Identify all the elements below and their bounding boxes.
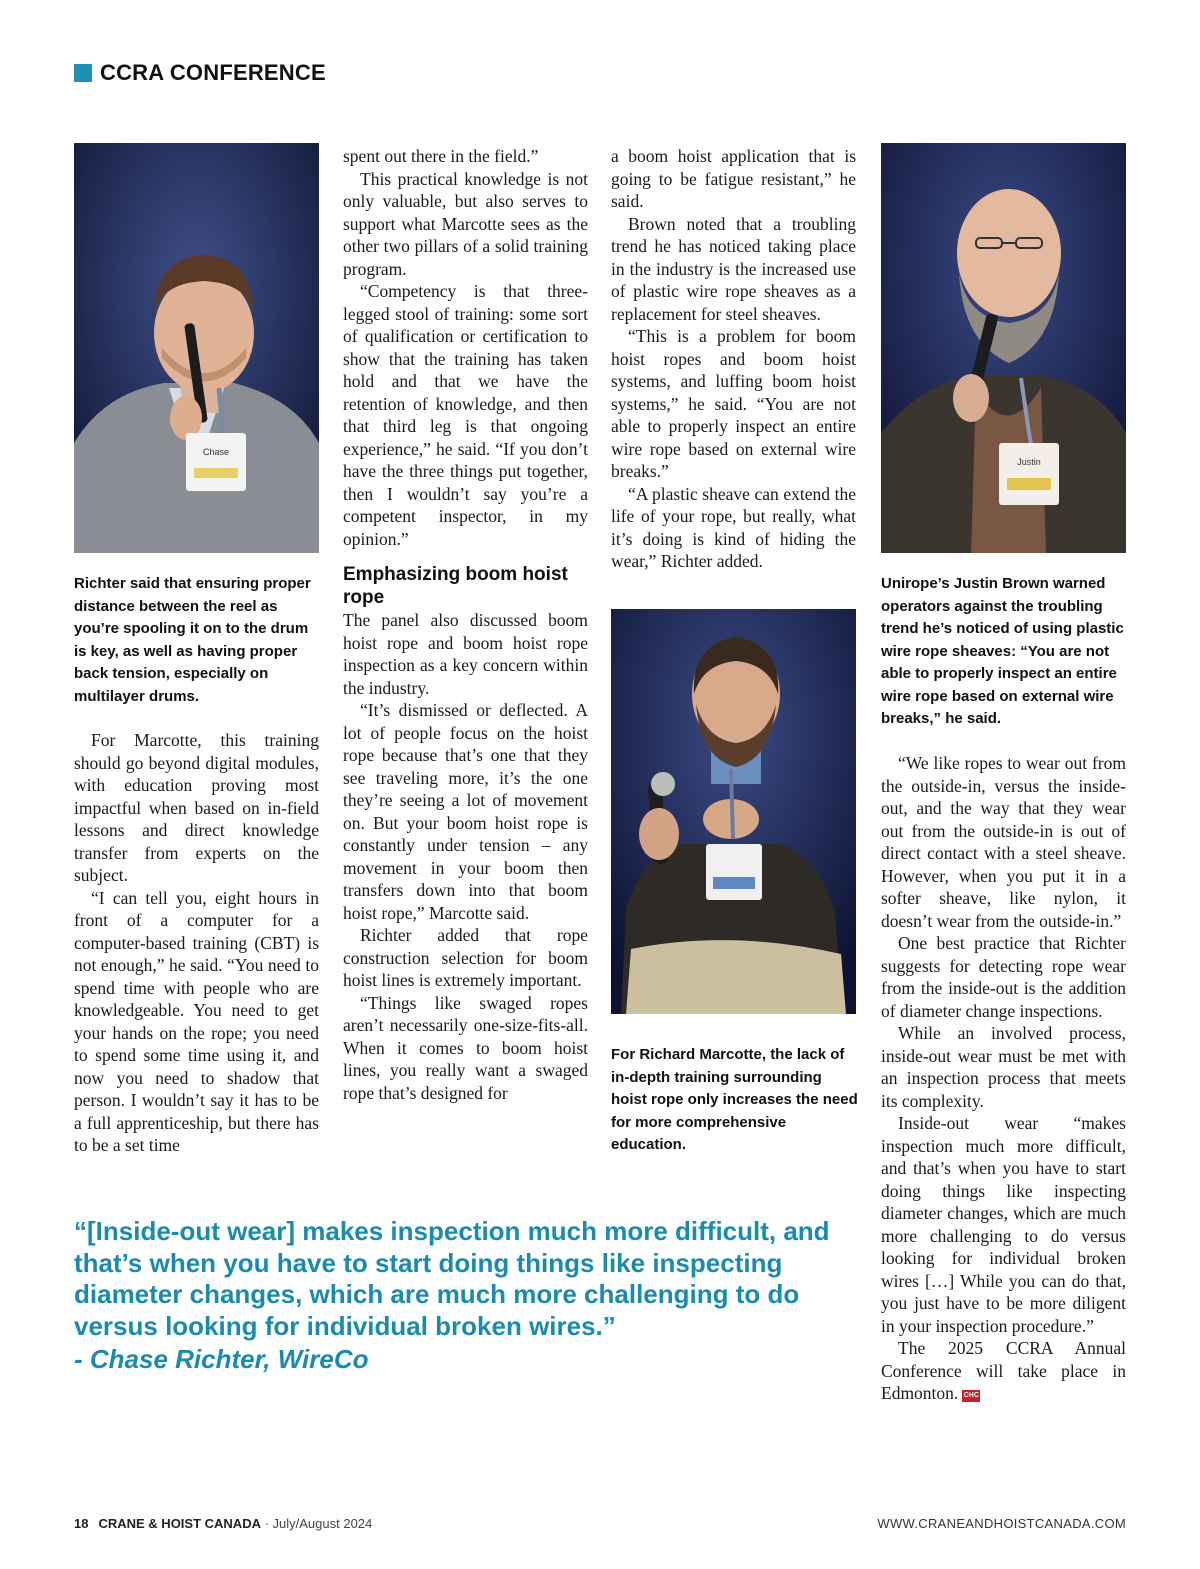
caption-brown: Unirope’s Justin Brown warned operators against the troubling trend he’s noticed of using plastic wire rope sheaves: “You are not able to properly inspect an entire wire rope based on external wire breaks,” he said. xyxy=(881,575,1124,727)
page-footer xyxy=(74,1516,372,1531)
photo-chase-richter xyxy=(74,143,319,553)
paragraph: “Things like swaged ropes aren’t necessarily one-size-fits-all. When it comes to boom hoist lines, you really want a swaged rope that’s designed for xyxy=(343,992,588,1103)
paragraph: “This is a problem for boom hoist ropes and boom hoist systems, and luffing boom hoist systems,” he said. “You are not able to properly inspect an entire wire rope based on external wire breaks.” xyxy=(611,326,856,481)
photo-justin-brown xyxy=(881,143,1126,553)
paragraph: “It’s dismissed or deflected. A lot of people focus on the hoist rope because that’s one that they see traveling more, it’s the one they’re seeing a lot of movement on. But your boom hoist rope is constantly under tension – any movement in your boom then transfers down into that boom hoist rope,” Marcotte said. xyxy=(343,700,588,923)
section-header xyxy=(74,60,326,86)
article-column-2 xyxy=(343,145,588,1104)
paragraph: While an involved process, inside-out wear must be met with an inspection process that meets its complexity. xyxy=(881,1023,1126,1111)
photo-richard-marcotte xyxy=(611,609,856,1014)
issue-date: · July/August 2024 xyxy=(260,1516,373,1531)
paragraph: One best practice that Richter suggests for detecting rope wear from the inside-out is the addition of diameter change inspections. xyxy=(881,933,1126,1021)
paragraph: “Competency is that three-legged stool of training: some sort of qualification or certification to show that the training has taken hold and that we have the retention of knowledge, and then that third leg is that ongoing experience,” he said. “If you don’t have the three things put together, then I wouldn’t say you’re a competent inspector, in my opinion.” xyxy=(343,281,588,549)
website-url[interactable]: WWW.CRANEANDHOISTCANADA.COM xyxy=(877,1516,1126,1531)
article-column-3 xyxy=(611,145,856,573)
paragraph-text: The 2025 CCRA Annual Conference will take place in Edmonton. xyxy=(881,1338,1126,1403)
paragraph: Inside-out wear “makes inspection much more difficult, and that’s when you have to start doing things like inspecting diameter changes, which are much more challenging to do versus looking for individual broken wires […] While you can do that, you just have to be more diligent in your inspection procedure.” xyxy=(881,1113,1126,1336)
paragraph: For Marcotte, this training should go beyond digital modules, with education proving most impactful when based on in-field lessons and direct knowledge transfer from experts on the subject. xyxy=(74,730,319,885)
chc-end-logo-icon: CHC xyxy=(962,1390,980,1402)
badge-text-chase: Chase xyxy=(202,447,230,457)
section-marker xyxy=(74,64,92,82)
paragraph: This practical knowledge is not only valuable, but also serves to support what Marcotte sees as the other two pillars of a solid training program. xyxy=(343,168,588,279)
pull-quote-attribution: - Chase Richter, WireCo xyxy=(74,1344,369,1374)
badge-text-justin: Justin xyxy=(1017,457,1041,467)
paragraph: The panel also discussed boom hoist rope and boom hoist rope inspection as a key concern within the industry. xyxy=(343,610,588,698)
caption-richter: Richter said that ensuring proper distance between the reel as you’re spooling it on to the drum is key, as well as having proper back tension, especially on multilayer drums. xyxy=(74,575,311,705)
pull-quote-text: “[Inside-out wear] makes inspection much more difficult, and that’s when you have to start doing things like inspecting diameter changes, which are much more challenging to do versus looking for individual broken wires.” xyxy=(74,1216,830,1341)
paragraph: spent out there in the field.” xyxy=(343,146,539,166)
magazine-name: CRANE & HOIST CANADA xyxy=(98,1516,261,1531)
pull-quote xyxy=(74,1216,834,1376)
paragraph: Richter added that rope construction selection for boom hoist lines is extremely important. xyxy=(343,925,588,990)
paragraph: “We like ropes to wear out from the outside-in, versus the inside-out, and the way that they wear out from the outside-in is out of direct contact with a steel sheave. However, when you put it in a softer sheave, like nylon, it doesn’t wear from the outside-in.” xyxy=(881,753,1126,931)
paragraph: Brown noted that a troubling trend he has noticed taking place in the industry is the increased use of plastic wire rope sheaves as a replacement for steel sheaves. xyxy=(611,213,856,324)
paragraph: a boom hoist application that is going to be fatigue resistant,” he said. xyxy=(611,146,856,211)
page-number: 18 xyxy=(74,1516,89,1531)
paragraph: “I can tell you, eight hours in front of a computer for a computer-based training (CBT) is not enough,” he said. “You need to spend time with people who are knowledgeable. You need to get your hands on the rope; you need to spend some time using it, and now you need to shadow that person. I wouldn’t say it has to be a full apprenticeship, but there has to be a set time xyxy=(74,887,319,1155)
section-title: CCRA CONFERENCE xyxy=(100,60,326,85)
article-column-1 xyxy=(74,729,319,1157)
closing-paragraph xyxy=(881,1337,1126,1405)
paragraph: “A plastic sheave can extend the life of your rope, but really, what it’s doing is kind of hiding the wear,” Richter added. xyxy=(611,483,856,571)
caption-marcotte: For Richard Marcotte, the lack of in-depth training surrounding hoist rope only increases the need for more comprehensive education. xyxy=(611,1046,858,1153)
article-column-4 xyxy=(881,752,1126,1405)
subheading: Emphasizing boom hoist rope xyxy=(343,564,568,608)
